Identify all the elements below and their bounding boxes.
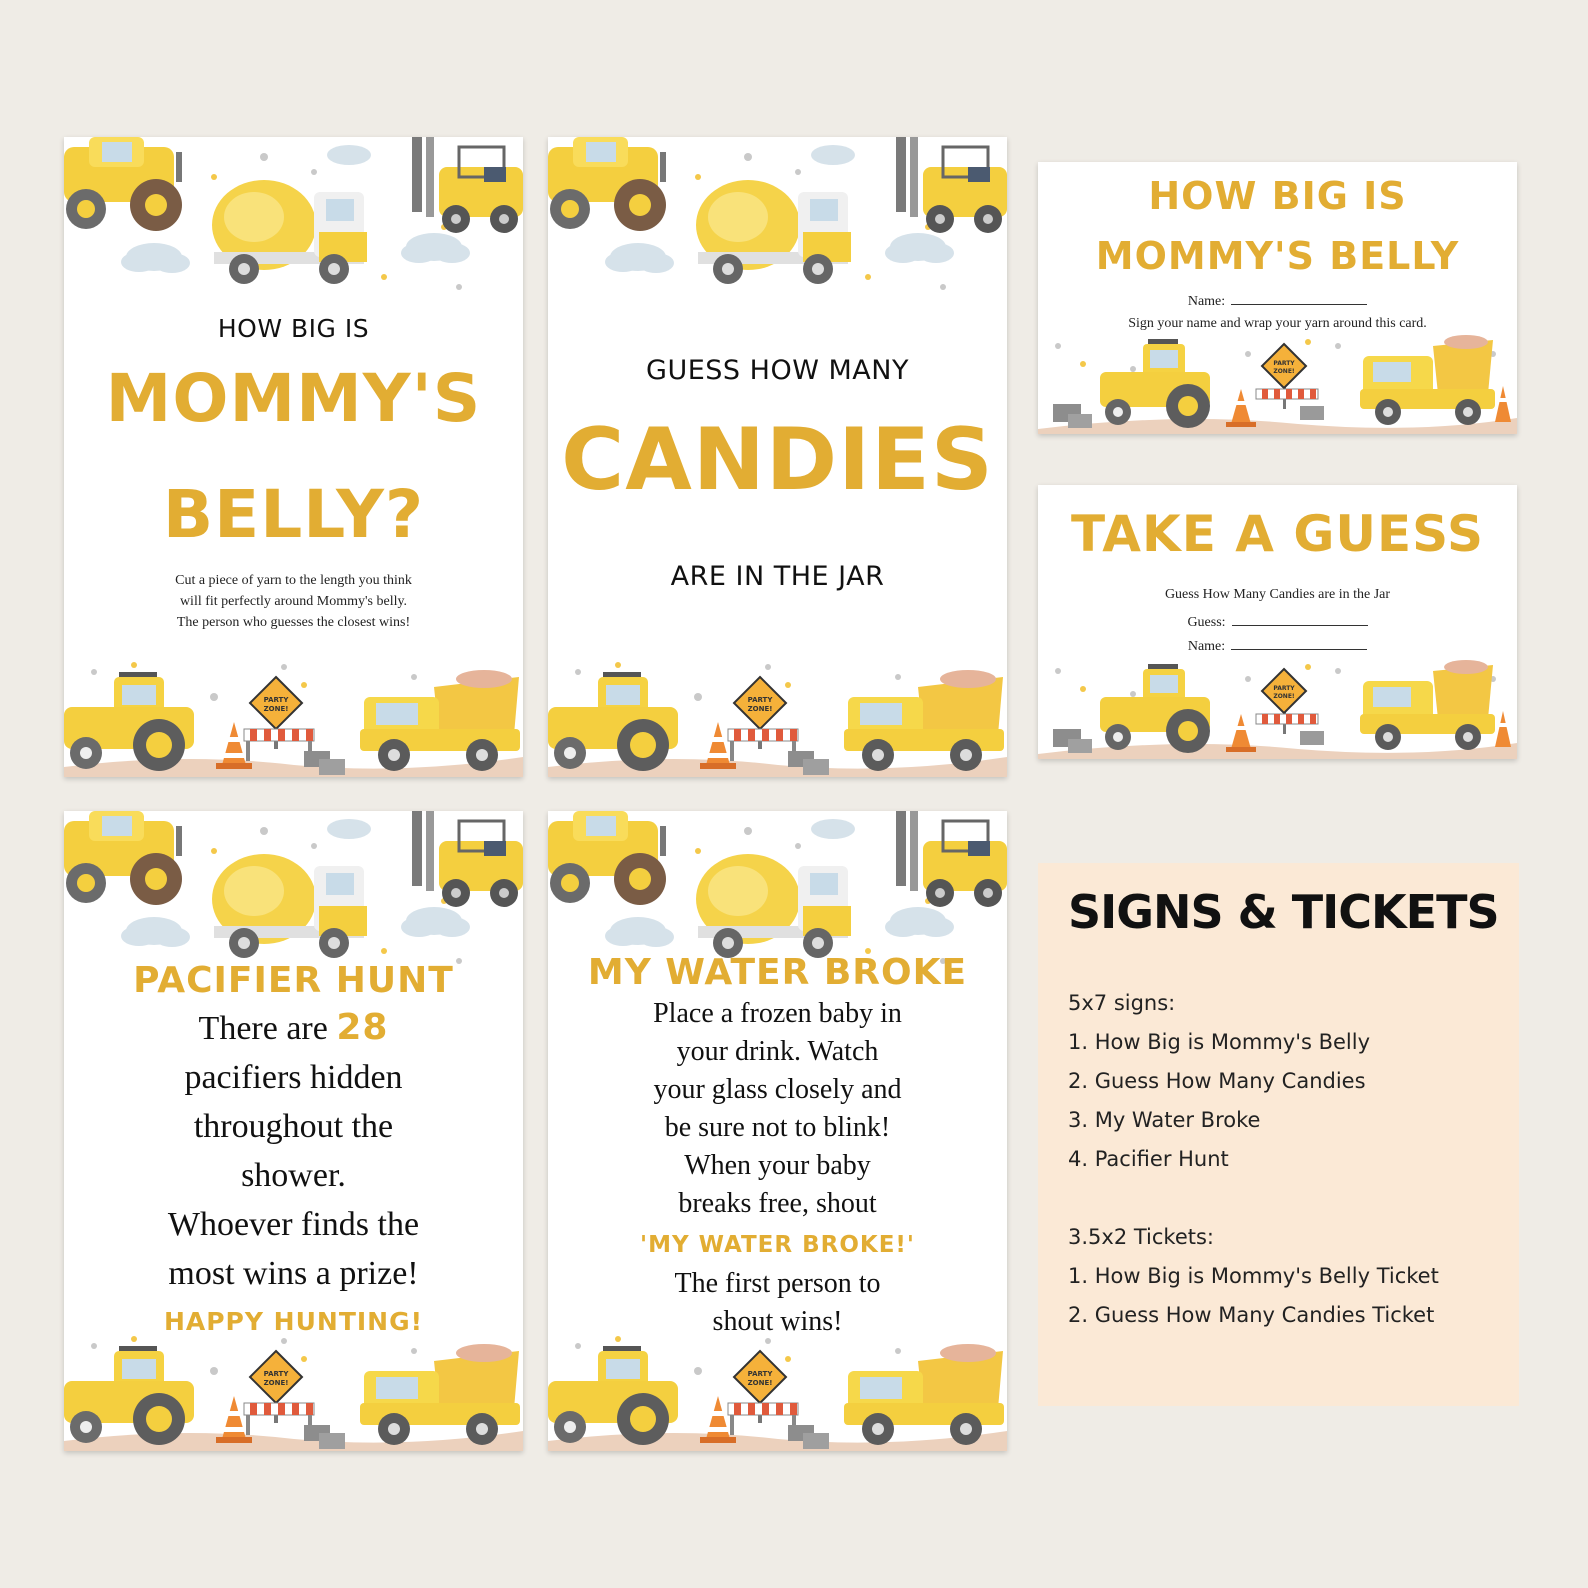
sign-guess-candies bbox=[548, 137, 1007, 777]
signs-label: 5x7 signs: bbox=[1068, 991, 1176, 1015]
name-line[interactable] bbox=[1231, 292, 1367, 305]
ticket-list-item: 1. How Big is Mommy's Belly Ticket bbox=[1068, 1264, 1439, 1288]
sign-pacifier-hunt bbox=[64, 811, 523, 1451]
sign-body-line-3: The person who guesses the closest wins! bbox=[176, 615, 411, 630]
sign-line-4: shower. bbox=[241, 1157, 346, 1194]
ticket-guess-field[interactable] bbox=[1038, 613, 1517, 631]
sign-shout: 'MY WATER BROKE!' bbox=[640, 1232, 915, 1258]
ticket-name-field[interactable] bbox=[1038, 637, 1517, 655]
line-1-text: There are bbox=[198, 1010, 337, 1047]
sign-line-7: The first person to bbox=[674, 1268, 881, 1299]
ticket-title-line-1: HOW BIG IS bbox=[1148, 174, 1407, 218]
sign-title: PACIFIER HUNT bbox=[133, 960, 454, 1001]
guess-label: Guess: bbox=[1187, 615, 1226, 630]
ticket-instruction: Sign your name and wrap your yarn around this card. bbox=[1128, 316, 1427, 331]
name-label: Name: bbox=[1187, 639, 1226, 654]
sign-my-water-broke bbox=[548, 811, 1007, 1451]
sign-line-8: shout wins! bbox=[712, 1306, 843, 1337]
sign-pre-title: HOW BIG IS bbox=[217, 314, 370, 343]
sign-line-3: throughout the bbox=[193, 1108, 394, 1145]
ticket-subtitle: Guess How Many Candies are in the Jar bbox=[1164, 587, 1391, 602]
sign-footer: HAPPY HUNTING! bbox=[163, 1307, 424, 1336]
sign-line-3: your glass closely and bbox=[653, 1074, 902, 1105]
sign-line-1: Place a frozen baby in bbox=[653, 998, 902, 1029]
sign-title: CANDIES bbox=[561, 410, 994, 510]
sign-line-2: your drink. Watch bbox=[676, 1036, 879, 1067]
construction-vehicles-illustration bbox=[1038, 334, 1517, 434]
sign-line-1 bbox=[64, 1007, 523, 1050]
construction-vehicles-illustration bbox=[1038, 659, 1517, 759]
sign-post-title: ARE IN THE JAR bbox=[670, 561, 885, 592]
sign-title: MY WATER BROKE bbox=[587, 952, 968, 993]
sign-list-item: 3. My Water Broke bbox=[1068, 1108, 1261, 1132]
construction-vehicles-top-illustration bbox=[64, 137, 523, 307]
sign-line-2: pacifiers hidden bbox=[184, 1059, 403, 1096]
sign-pre-title: GUESS HOW MANY bbox=[646, 355, 909, 386]
sign-line-4: be sure not to blink! bbox=[664, 1112, 891, 1143]
sign-line-5: When your baby bbox=[684, 1150, 871, 1181]
sign-list-item: 4. Pacifier Hunt bbox=[1068, 1147, 1229, 1171]
tickets-label: 3.5x2 Tickets: bbox=[1068, 1225, 1215, 1249]
sign-title-line-1: MOMMY'S bbox=[105, 360, 482, 437]
sign-body-line-1: Cut a piece of yarn to the length you think bbox=[175, 573, 412, 588]
ticket-mommys-belly bbox=[1038, 162, 1517, 434]
sign-line-5: Whoever finds the bbox=[167, 1206, 420, 1243]
guess-line[interactable] bbox=[1232, 613, 1368, 626]
sign-line-6: most wins a prize! bbox=[168, 1255, 419, 1292]
panel-heading: SIGNS & TICKETS bbox=[1068, 885, 1499, 939]
construction-vehicles-bottom-illustration bbox=[64, 1331, 523, 1451]
sign-line-6: breaks free, shout bbox=[678, 1188, 877, 1219]
sign-body-line-2: will fit perfectly around Mommy's belly. bbox=[179, 594, 408, 609]
construction-vehicles-bottom-illustration bbox=[64, 657, 523, 777]
name-label: Name: bbox=[1187, 294, 1226, 309]
ticket-name-field[interactable] bbox=[1038, 292, 1517, 310]
sign-mommys-belly bbox=[64, 137, 523, 777]
pacifier-count: 28 bbox=[336, 1007, 389, 1048]
construction-vehicles-bottom-illustration bbox=[548, 657, 1007, 777]
ticket-list-item: 2. Guess How Many Candies Ticket bbox=[1068, 1303, 1435, 1327]
construction-vehicles-bottom-illustration bbox=[548, 1331, 1007, 1451]
name-line[interactable] bbox=[1231, 637, 1367, 650]
ticket-title: TAKE A GUESS bbox=[1071, 505, 1484, 563]
sign-title-line-2: BELLY? bbox=[162, 476, 425, 553]
construction-vehicles-top-illustration bbox=[64, 811, 523, 981]
ticket-title-line-2: MOMMY'S BELLY bbox=[1095, 234, 1460, 278]
sign-list-item: 1. How Big is Mommy's Belly bbox=[1068, 1030, 1371, 1054]
ticket-take-a-guess bbox=[1038, 485, 1517, 759]
construction-vehicles-top-illustration bbox=[548, 137, 1007, 307]
signs-tickets-panel bbox=[1038, 863, 1519, 1406]
sign-list-item: 2. Guess How Many Candies bbox=[1068, 1069, 1366, 1093]
